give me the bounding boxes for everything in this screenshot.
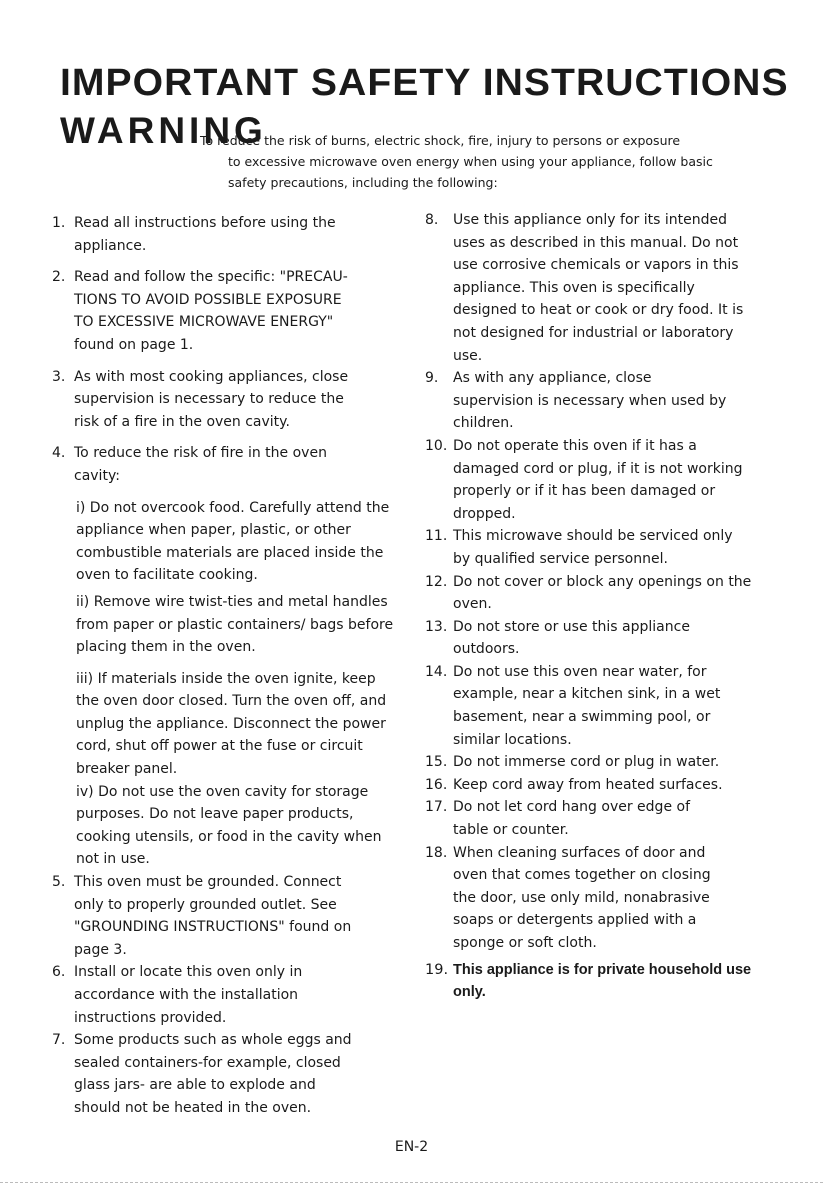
list-item xyxy=(425,774,775,797)
list-item xyxy=(52,442,352,487)
list-item xyxy=(52,1029,352,1119)
list-item xyxy=(52,212,337,257)
item-text: Some products such as whole eggs and sealed containers-for example, closed glass jars- are able to explode and should not be heated in the oven. xyxy=(74,1032,352,1116)
item-number: 7. xyxy=(52,1032,66,1049)
item-number: 16. xyxy=(425,776,448,793)
item-number: 3. xyxy=(52,368,66,385)
list-item xyxy=(425,525,735,570)
page-title: IMPORTANT SAFETY INSTRUCTIONS xyxy=(60,62,789,104)
item-number: 13. xyxy=(425,618,448,635)
list-item xyxy=(425,959,775,1004)
item-text: Read and follow the specific: "PRECAU- TIONS TO AVOID POSSIBLE EXPOSURE TO EXCESSIVE MICROWAVE ENERGY" found on page 1. xyxy=(74,269,348,353)
item-text: Do not let cord hang over edge of table or counter. xyxy=(453,799,691,839)
list-item xyxy=(52,366,367,434)
warning-line-1: To reduce the risk of burns, electric shock, fire, injury to persons or exposure xyxy=(200,133,681,148)
warning-text xyxy=(200,130,760,193)
item-text: Do not operate this oven if it has a damaged cord or plug, if it is not working properly or if it has been damaged or dropped. xyxy=(453,437,743,522)
item-number: 15. xyxy=(425,754,448,771)
sub-item: iii) If materials inside the oven ignite, keep the oven door closed. Turn the oven off, and unplug the appliance. Disconnect the power cord, shut off power at the fuse or circuit breaker panel. xyxy=(76,670,387,778)
item-text: This appliance is for private household use only. xyxy=(453,961,752,1001)
item-text: Do not cover or block any openings on the oven. xyxy=(453,573,752,613)
item-number: 1. xyxy=(52,215,66,231)
item-text: When cleaning surfaces of door and oven that comes together on closing the door, use only mild, nonabrasive soaps or detergents applied with a sponge or soft cloth. xyxy=(453,844,711,951)
list-item xyxy=(425,842,725,955)
item-text: Do not immerse cord or plug in water. xyxy=(453,754,720,771)
item-number: 2. xyxy=(52,269,66,286)
item-text: Keep cord away from heated surfaces. xyxy=(453,776,723,793)
list-item xyxy=(425,571,770,616)
list-item xyxy=(425,616,725,661)
page-bottom-rule xyxy=(0,1182,823,1183)
item-number: 14. xyxy=(425,663,448,680)
item-number: 4. xyxy=(52,445,66,462)
sub-item: iv) Do not use the oven cavity for storage purposes. Do not leave paper products, cooking utensils, or food in the cavity when not in use. xyxy=(76,783,382,868)
item-text: Read all instructions before using the appliance. xyxy=(74,215,336,254)
list-item xyxy=(425,209,745,367)
item-text: Install or locate this oven only in accordance with the installation instructions provided. xyxy=(74,964,303,1026)
item-text: This microwave should be serviced only by qualified service personnel. xyxy=(453,528,733,567)
right-column xyxy=(425,209,775,1004)
item-text: Do not store or use this appliance outdoors. xyxy=(453,618,690,658)
item-text: To reduce the risk of fire in the oven cavity: xyxy=(74,445,327,484)
item-number: 9. xyxy=(425,370,439,387)
item-number: 19. xyxy=(425,961,449,978)
item-number: 8. xyxy=(425,212,439,228)
item-text: Do not use this oven near water, for example, near a kitchen sink, in a wet basement, near a swimming pool, or similar locations. xyxy=(453,663,721,748)
warning-heading: WARNING xyxy=(60,110,267,151)
list-item xyxy=(425,661,745,751)
warning-line-2: to excessive microwave oven energy when using your appliance, follow basic xyxy=(228,154,713,169)
page-number: EN-2 xyxy=(394,1139,429,1155)
item-number: 5. xyxy=(52,874,66,891)
item-text: As with any appliance, close supervision is necessary when used by children. xyxy=(453,370,727,432)
item-number: 6. xyxy=(52,964,66,981)
list-item xyxy=(52,961,342,1029)
list-item xyxy=(52,266,352,356)
item-number: 17. xyxy=(425,799,448,816)
list-item xyxy=(425,435,745,525)
list-item xyxy=(425,367,735,435)
sub-item: i) Do not overcook food. Carefully attend the appliance when paper, plastic, or other combustible materials are placed inside the oven to facilitate cooking. xyxy=(76,499,390,584)
item-text: Use this appliance only for its intended uses as described in this manual. Do not use corrosive chemicals or vapors in this appliance. This oven is specifically designed to heat or cook or dry food. It is not designed for industrial or laboratory use. xyxy=(453,212,744,364)
list-item xyxy=(425,796,715,841)
item-number: 12. xyxy=(425,573,448,590)
list-item xyxy=(52,871,352,961)
left-column xyxy=(52,212,412,1120)
sub-item: ii) Remove wire twist-ties and metal handles from paper or plastic containers/ bags before placing them in the oven. xyxy=(76,593,394,656)
list-item xyxy=(425,751,775,774)
item-number: 10. xyxy=(425,437,448,454)
item-text: This oven must be grounded. Connect only to properly grounded outlet. See "GROUNDING INSTRUCTIONS" found on page 3. xyxy=(74,874,352,958)
item-text: As with most cooking appliances, close supervision is necessary to reduce the risk of a fire in the oven cavity. xyxy=(74,368,349,430)
item-number: 18. xyxy=(425,844,448,861)
item-number: 11. xyxy=(425,528,448,545)
warning-line-3: safety precautions, including the following: xyxy=(228,175,498,190)
